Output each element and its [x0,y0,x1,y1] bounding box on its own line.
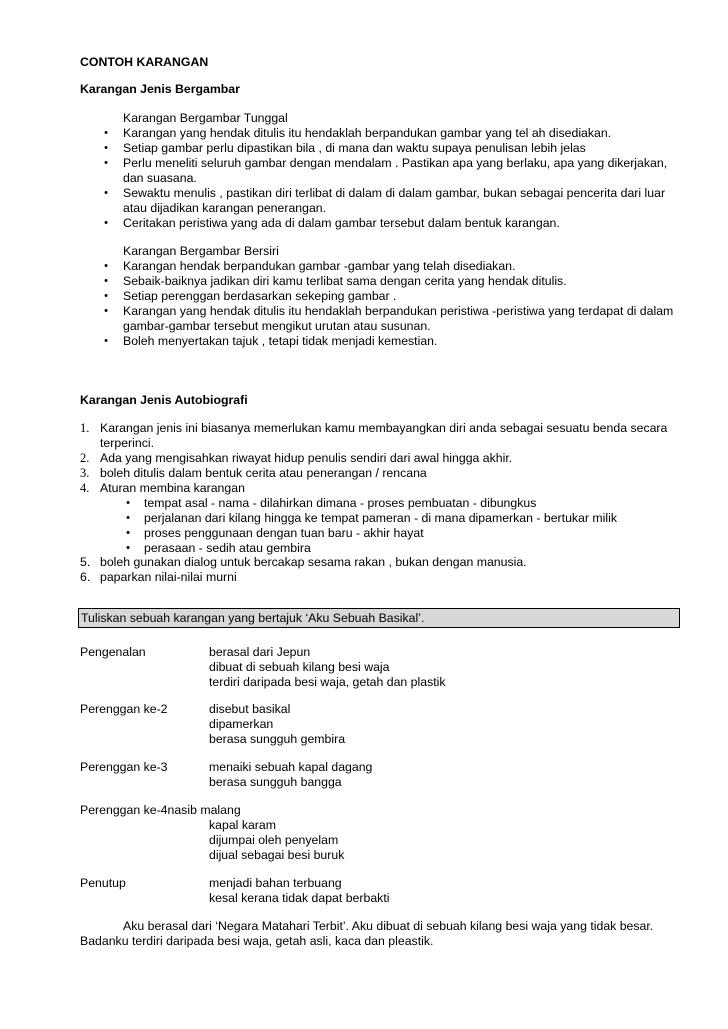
outline-point: dibuat di sebuah kilang besi waja [209,660,390,674]
bullet-icon: • [126,527,130,539]
list-item: Karangan yang hendak ditulis itu hendaklah berpandukan gambar yang tel ah disediakan. [123,126,612,140]
task-box [78,608,680,628]
list-item: Boleh menyertakan tajuk , tetapi tidak menjadi kemestian. [123,334,438,348]
bullet-icon: • [104,335,108,347]
bullet-icon: • [126,542,130,554]
list-item: Karangan hendak berpandukan gambar -gambar yang telah disediakan. [123,259,516,273]
task-text: Tuliskan sebuah karangan yang bertajuk ‘Aku Sebuah Basikal’. [81,611,425,625]
bullet-icon: • [104,305,108,317]
sub-list-item: proses penggunaan dengan tuan baru - akhir hayat [144,526,424,540]
outline-label: Perenggan ke-3 [80,760,168,774]
outline-point: menjadi bahan terbuang [209,876,342,890]
list-number: 1. [80,421,90,435]
numbered-item: boleh ditulis dalam bentuk cerita atau penerangan / rencana [100,466,427,480]
list-item: Sewaktu menulis , pastikan diri terlibat di dalam di dalam gambar, bukan sebagai pencerita dari luar [123,186,666,200]
sub-list-item: perasaan - sedih atau gembira [144,541,311,555]
outline-point: berasal dari Jepun [209,645,311,659]
outline-label: Perenggan ke-2 [80,702,168,716]
bullet-icon: • [104,142,108,154]
numbered-item: boleh gunakan dialog untuk bercakap sesama rakan , bukan dengan manusia. [100,555,527,569]
section-heading-autobiografi: Karangan Jenis Autobiografi [80,393,248,407]
outline-point: dipamerkan [209,717,274,731]
bullet-icon: • [104,157,108,169]
outline-label: Pengenalan [80,645,146,659]
list-item: Sebaik-baiknya jadikan diri kamu terlibat sama dengan cerita yang hendak ditulis. [123,274,567,288]
paragraph-line: Badanku terdiri daripada besi waja, getah asli, kaca dan pleastik. [80,934,434,948]
list-item: Perlu meneliti seluruh gambar dengan mendalam . Pastikan apa yang berlaku, apa yang dikerjakan, [123,156,668,170]
bullet-icon: • [104,217,108,229]
list-item: Karangan yang hendak ditulis itu hendaklah berpandukan peristiwa -peristiwa yang terdapat di dalam [123,304,674,318]
bullet-icon: • [104,187,108,199]
list-item-continuation: gambar-gambar tersebut mengikut urutan atau susunan. [123,319,431,333]
outline-point: dijual sebagai besi buruk [209,848,345,862]
numbered-item: Ada yang mengisahkan riwayat hidup penulis sendiri dari awal hingga akhir. [100,451,513,465]
sub-list-item: perjalanan dari kilang hingga ke tempat pameran - di mana dipamerkan - bertukar milik [144,511,617,525]
list-item-continuation: atau dijadikan karangan penerangan. [123,201,327,215]
bullet-icon: • [126,497,130,509]
list-item: Setiap gambar perlu dipastikan bila , di mana dan waktu supaya penulisan lebih jelas [123,141,586,155]
numbered-item: Karangan jenis ini biasanya memerlukan kamu membayangkan diri anda sebagai sesuatu benda secara [100,421,668,435]
list-number: 2. [80,451,90,465]
outline-point: menaiki sebuah kapal dagang [209,760,373,774]
bullet-icon: • [104,127,108,139]
outline-point: dijumpai oleh penyelam [209,833,339,847]
outline-point: kesal kerana tidak dapat berbakti [209,891,390,905]
bullet-icon: • [126,512,130,524]
bullet-icon: • [104,275,108,287]
list-number: 4. [80,481,90,495]
outline-point: kapal karam [209,818,276,832]
outline-point: terdiri daripada besi waja, getah dan plastik [209,675,446,689]
subtitle-bersiri: Karangan Bergambar Bersiri [123,244,279,258]
section-heading-bergambar: Karangan Jenis Bergambar [80,82,240,96]
bullet-icon: • [104,260,108,272]
list-number: 6. [80,570,91,584]
document-title: CONTOH KARANGAN [80,55,209,69]
paragraph-line: Aku berasal dari ‘Negara Matahari Terbit’. Aku dibuat di sebuah kilang besi waja yang tidak besar. [123,919,654,933]
list-item-continuation: dan suasana. [123,171,197,185]
numbered-item: paparkan nilai-nilai murni [100,570,237,584]
bullet-icon: • [104,290,108,302]
list-item: Setiap perenggan berdasarkan sekeping gambar . [123,289,397,303]
outline-label: Penutup [80,876,126,890]
outline-label: Perenggan ke-4nasib malang [80,803,241,817]
numbered-item-continuation: terperinci. [100,436,154,450]
outline-point: berasa sungguh gembira [209,732,346,746]
subtitle-tunggal: Karangan Bergambar Tunggal [123,111,288,125]
numbered-item: Aturan membina karangan [100,481,245,495]
list-item: Ceritakan peristiwa yang ada di dalam gambar tersebut dalam bentuk karangan. [123,216,560,230]
outline-point: disebut basikal [209,702,291,716]
list-number: 5. [80,555,91,569]
sub-list-item: tempat asal - nama - dilahirkan dimana - proses pembuatan - dibungkus [144,496,537,510]
outline-point: berasa sungguh bangga [209,775,342,789]
list-number: 3. [80,466,90,480]
